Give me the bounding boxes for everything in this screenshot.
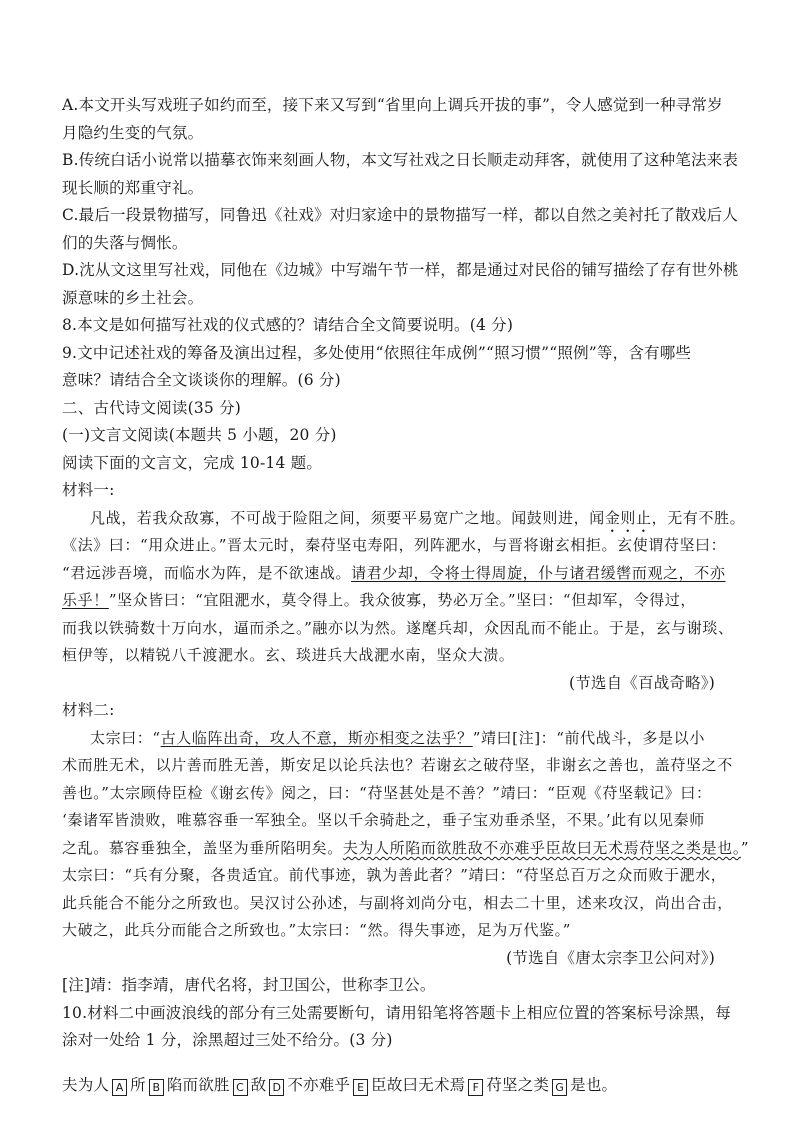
marker-a[interactable]: A [112,1079,127,1096]
material-1-source: (节选自《百战奇略》) [568,674,715,692]
material-2-line3: 善也。”太宗顾侍臣检《谢玄传》阅之，曰：“苻坚甚处是不善？”靖曰：“臣观《苻坚载记》曰： [62,784,712,802]
material-2-line1: 太宗曰：“古人临阵出奇，攻人不意，斯亦相变之法乎？”靖曰[注]：“前代战斗，多是以小 [90,729,705,747]
material-1-line5: 而我以铁骑数十万向水，逼而杀之。”融亦以为然。遂麾兵却，众因乱而不能止。于是，玄与谢琰、 [62,619,734,637]
marker-c[interactable]: C [233,1079,248,1096]
section-heading: 二、古代诗文阅读(35 分) [62,399,242,417]
emphasis-zhi: 止 [636,509,652,527]
material-1-line6: 桓伊等，以精锐八千渡淝水。玄、琰进兵大战淝水南，坚众大溃。 [62,646,515,664]
annotation-note: [注]靖：指李靖，唐代名将，封卫国公，世称李卫公。 [62,976,436,994]
material-2-line7: 此兵能合不能分之所致也。吴汉讨公孙述，与副将刘尚分屯，相去二十里，述来攻汉，尚出合击， [62,894,733,912]
material-1-line4: 乐乎！”坚众皆曰：“宜阻淝水，莫令得上。我众彼寡，势必万全。”坚曰：“但却军，令得过， [62,591,696,609]
underlined-question: 古人临阵出奇，攻人不意，斯亦相变之法乎？ [160,729,473,747]
reading-instruction: 阅读下面的文言文，完成 10-14 题。 [62,454,323,472]
question-10-line1: 10.材料二中画波浪线的部分有三处需要断句，请用铅笔将答题卡上相应位置的答案标号涂黑，每 [62,1004,731,1022]
material-1-label: 材料一: [62,481,115,499]
option-c-line1: C.最后一段景物描写，同鲁迅《社戏》对归家途中的景物描写一样，都以自然之美衬托了散戏后人 [62,206,739,224]
emphasis-ze: 则 [620,509,637,527]
underlined-sentence-end: 乐乎！ [62,591,109,609]
option-a-line2: 月隐约生变的气氛。 [62,124,204,142]
option-b-line1: B.传统白话小说常以描摹衣饰来刻画人物，本文写社戏之日长顺走动拜客，就使用了这种笔法来表 [62,151,739,169]
material-1-line1: 凡战，若我众敌寡，不可战于险阻之间，须要平易宽广之地。闻鼓则进，闻金则止，无有不胜。 [90,509,746,527]
marker-e[interactable]: E [353,1079,368,1096]
wavy-underlined-sentence: 夫为人所陷而欲胜敌不亦难乎臣故曰无术焉苻坚之类是也。 [342,839,741,857]
material-2-line5: 之乱。慕容垂独全，盖坚为垂所陷明矣。夫为人所陷而欲胜敌不亦难乎臣故曰无术焉苻坚之类是也。” [62,839,750,857]
material-2-source: (节选自《唐太宗李卫公问对》) [506,949,715,967]
material-2-line6: 太宗曰：“兵有分聚，各贵适宜。前代事迹，孰为善此者？”靖曰：“苻坚总百万之众而败于淝水， [62,866,727,884]
option-d-line2: 源意味的乡土社会。 [62,289,204,307]
marker-d[interactable]: D [269,1079,284,1096]
option-a-line1: A.本文开头写戏班子如约而至，接下来又写到“省里向上调兵开拔的事”，令人感觉到一种寻常岁 [62,96,723,114]
marker-f[interactable]: F [468,1079,483,1096]
question-10-line2: 涂对一处给 1 分，涂黑超过三处不给分。(3 分) [62,1031,393,1049]
question-9-line1: 9.文中记述社戏的筹备及演出过程，多处使用“依照往年成例”“照习惯”“照例”等，含有哪些 [62,344,692,362]
material-2-line4: ‘秦诸军皆溃败，唯慕容垂一军独全。坚以千余骑赴之，垂子宝劝垂杀坚，不果。’此有以见秦师 [62,811,705,829]
question-10-options: 夫为人 A 所 B 陷而欲胜 C 敌 D 不亦难乎 E 臣故曰无术焉 F 苻坚之类 G 是也。 [62,1076,618,1094]
option-d-line1: D.沈从文这里写社戏，同他在《边城》中写端午节一样，都是通过对民俗的铺写描绘了存有世外桃 [62,261,739,279]
material-2-label: 材料二: [62,701,115,719]
material-2-line2: 术而胜无术，以片善而胜无善，斯安足以论兵法也？若谢玄之破苻坚，非谢玄之善也，盖苻坚之不 [62,756,733,774]
underlined-sentence: 请君少却，令将士得周旋，仆与诸君缓辔而观之，不亦 [351,564,726,582]
subsection-heading: (一)文言文阅读(本题共 5 小题，20 分) [62,426,337,444]
option-b-line2: 现长顺的郑重守礼。 [62,179,204,197]
emphasis-jin: 金 [604,509,621,527]
question-9-line2: 意味？请结合全文谈谈你的理解。(6 分) [62,371,341,389]
material-1-line2: 《法》曰：“用众进止。”晋太元时，秦苻坚屯寿阳，列阵淝水，与晋将谢玄相拒。玄使谓苻坚曰： [62,536,727,554]
question-8: 8.本文是如何描写社戏的仪式感的？请结合全文简要说明。(4 分) [62,316,514,334]
material-1-line3: “君远涉吾境，而临水为阵，是不欲速战。请君少却，令将士得周旋，仆与诸君缓辔而观之，不亦 [62,564,726,582]
option-c-line2: 们的失落与惆怅。 [62,234,188,252]
marker-g[interactable]: G [552,1079,567,1096]
marker-b[interactable]: B [149,1079,164,1096]
material-2-line8: 大破之，此兵分而能合之所致也。”太宗曰：“然。得失事迹，足为万代鉴。” [62,921,572,939]
